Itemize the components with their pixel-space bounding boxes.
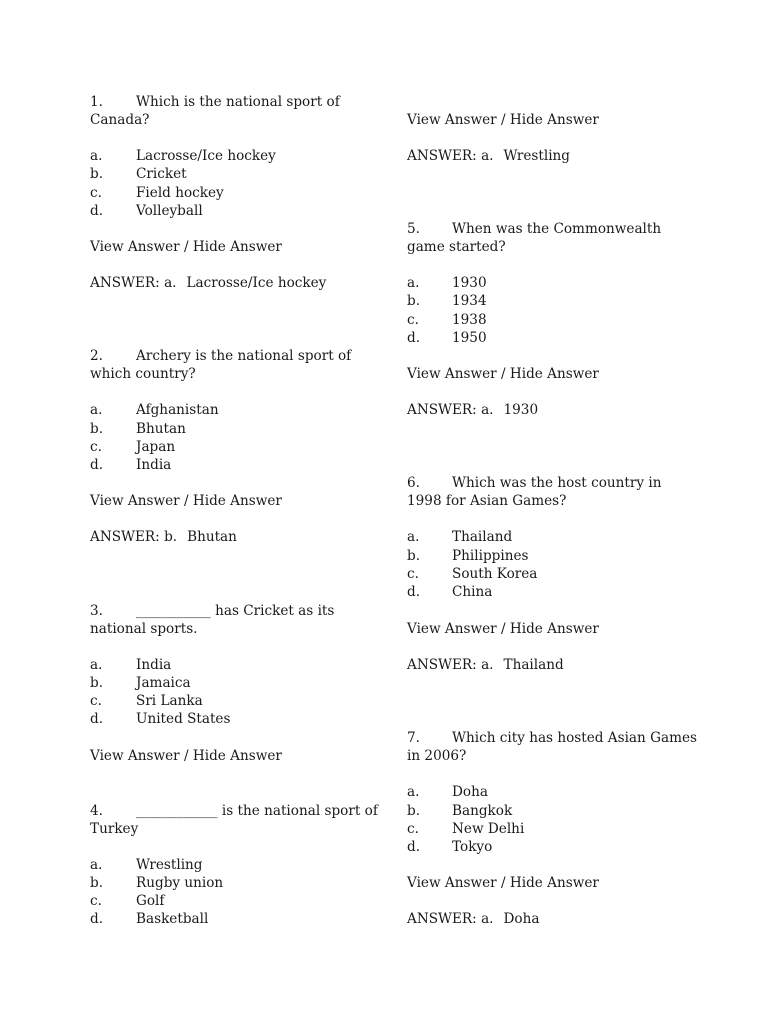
question-text: When was the Commonwealth [452, 221, 662, 237]
question-text: Which was the host country in [452, 475, 662, 491]
question-number: 7. [407, 730, 420, 746]
option-text: United States [136, 711, 231, 727]
question-number: 2. [90, 348, 103, 364]
answer-prefix: ANSWER: [407, 402, 477, 418]
question-text: in 2006? [407, 748, 467, 764]
view-hide-answer-link[interactable]: View Answer / Hide Answer [407, 112, 599, 128]
answer-text: Bhutan [187, 529, 237, 545]
option-letter: d. [90, 911, 104, 927]
option-letter: a. [407, 275, 420, 291]
answer-text: Doha [503, 911, 540, 927]
option-text: Tokyo [452, 839, 493, 855]
option-text: Golf [136, 893, 165, 909]
answer-line [407, 401, 538, 419]
option-text: Wrestling [136, 857, 203, 873]
question-number: 4. [90, 803, 103, 819]
option-letter: b. [90, 166, 104, 182]
question-text: ___________ has Cricket as its [136, 603, 335, 619]
view-hide-answer-link[interactable]: View Answer / Hide Answer [407, 621, 599, 637]
view-hide-answer-link[interactable]: View Answer / Hide Answer [90, 493, 282, 509]
option-text: Rugby union [136, 875, 224, 891]
option-letter: b. [407, 293, 421, 309]
question-text: which country? [90, 366, 196, 382]
option-letter: c. [407, 312, 419, 328]
answer-line [407, 910, 539, 928]
option-text: Bhutan [136, 421, 186, 437]
option-text: Philippines [452, 548, 529, 564]
answer-text: Lacrosse/Ice hockey [186, 275, 327, 291]
option-text: China [452, 584, 493, 600]
option-letter: d. [90, 203, 104, 219]
option-letter: a. [90, 857, 103, 873]
option-letter: d. [407, 330, 421, 346]
question-text: Canada? [90, 112, 150, 128]
option-text: Jamaica [136, 675, 191, 691]
option-text: Bangkok [452, 803, 513, 819]
answer-text: Wrestling [503, 148, 570, 164]
answer-prefix: ANSWER: [407, 657, 477, 673]
question-number: 3. [90, 603, 103, 619]
option-text: South Korea [452, 566, 538, 582]
option-text: India [136, 457, 172, 473]
question-text: Which city has hosted Asian Games [452, 730, 697, 746]
option-letter: b. [90, 421, 104, 437]
option-letter: a. [90, 402, 103, 418]
question-text: ____________ is the national sport of [136, 803, 378, 819]
view-hide-answer-link[interactable]: View Answer / Hide Answer [407, 875, 599, 891]
option-letter: c. [90, 693, 102, 709]
answer-prefix: ANSWER: [90, 275, 160, 291]
answer-line [90, 528, 237, 546]
answer-letter: b. [164, 529, 178, 545]
option-letter: c. [90, 439, 102, 455]
option-letter: c. [90, 893, 102, 909]
option-text: Field hockey [136, 185, 224, 201]
answer-text: Thailand [503, 657, 564, 673]
option-text: 1950 [452, 330, 487, 346]
option-letter: d. [407, 839, 421, 855]
option-letter: b. [90, 675, 104, 691]
option-text: 1930 [452, 275, 487, 291]
option-text: Thailand [452, 529, 513, 545]
option-letter: b. [407, 548, 421, 564]
option-letter: a. [90, 148, 103, 164]
option-text: New Delhi [452, 821, 525, 837]
option-letter: d. [407, 584, 421, 600]
option-letter: a. [90, 657, 103, 673]
option-text: Lacrosse/Ice hockey [136, 148, 276, 164]
option-letter: a. [407, 784, 420, 800]
question-text: Which is the national sport of [136, 94, 340, 110]
option-text: 1934 [452, 293, 487, 309]
option-text: Sri Lanka [136, 693, 203, 709]
view-hide-answer-link[interactable]: View Answer / Hide Answer [90, 239, 282, 255]
option-letter: d. [90, 711, 104, 727]
view-hide-answer-link[interactable]: View Answer / Hide Answer [90, 748, 282, 764]
answer-text: 1930 [503, 402, 539, 418]
answer-prefix: ANSWER: [90, 529, 160, 545]
option-text: 1938 [452, 312, 487, 328]
view-hide-answer-link[interactable]: View Answer / Hide Answer [407, 366, 599, 382]
answer-line [407, 147, 570, 165]
answer-letter: a. [481, 657, 494, 673]
question-number: 6. [407, 475, 420, 491]
option-letter: c. [407, 566, 419, 582]
answer-letter: a. [164, 275, 177, 291]
option-text: Cricket [136, 166, 187, 182]
answer-letter: a. [481, 911, 494, 927]
option-letter: a. [407, 529, 420, 545]
question-number: 1. [90, 94, 103, 110]
option-letter: d. [90, 457, 104, 473]
option-letter: c. [407, 821, 419, 837]
question-text: game started? [407, 239, 506, 255]
question-number: 5. [407, 221, 420, 237]
option-text: India [136, 657, 172, 673]
question-text: 1998 for Asian Games? [407, 493, 567, 509]
option-letter: c. [90, 185, 102, 201]
answer-letter: a. [481, 402, 494, 418]
answer-prefix: ANSWER: [407, 911, 477, 927]
question-text: Turkey [90, 821, 139, 837]
option-letter: b. [90, 875, 104, 891]
option-text: Afghanistan [136, 402, 219, 418]
answer-letter: a. [481, 148, 494, 164]
question-text: Archery is the national sport of [136, 348, 352, 364]
answer-prefix: ANSWER: [407, 148, 477, 164]
answer-line [407, 656, 564, 674]
option-letter: b. [407, 803, 421, 819]
option-text: Japan [136, 439, 176, 455]
option-text: Volleyball [136, 203, 203, 219]
answer-line [90, 274, 326, 292]
option-text: Basketball [136, 911, 209, 927]
question-text: national sports. [90, 621, 198, 637]
option-text: Doha [452, 784, 488, 800]
